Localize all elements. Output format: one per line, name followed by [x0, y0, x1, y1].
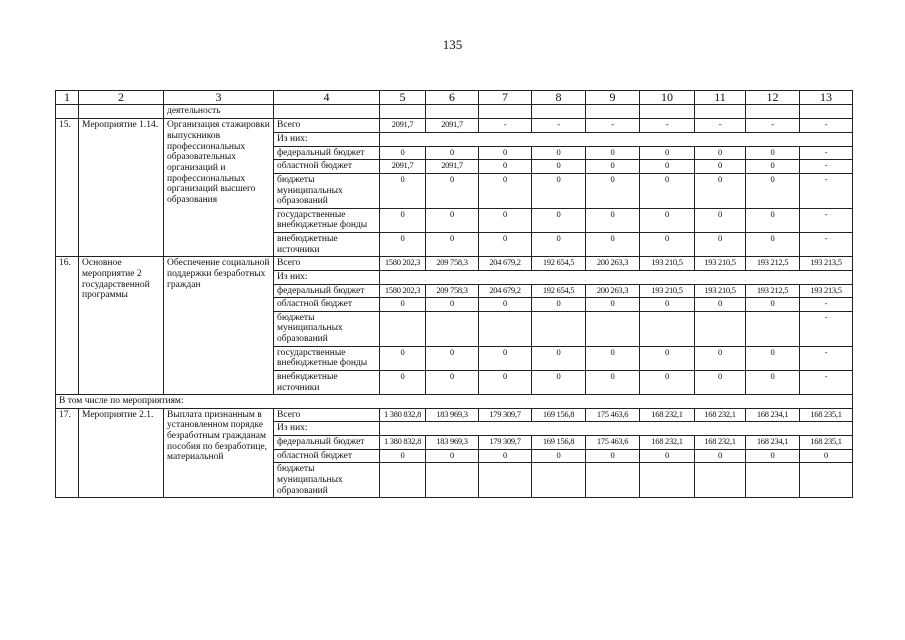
amount-cell: 0	[426, 146, 479, 160]
amount-cell: -	[800, 173, 853, 208]
amount-cell: 0	[380, 208, 426, 232]
amount-cell: 2091,7	[426, 119, 479, 133]
amount-cell: 175 463,6	[586, 408, 640, 422]
amount-cell: 0	[532, 370, 586, 394]
amount-cell: 168 234,1	[746, 408, 800, 422]
amount-cell	[746, 311, 800, 346]
amount-cell: 0	[640, 160, 695, 174]
amount-cell: 1 380 832,8	[380, 436, 426, 450]
amount-cell: -	[800, 370, 853, 394]
amount-cell	[746, 463, 800, 498]
funding-source: внебюджетные источники	[274, 233, 380, 257]
budget-table	[55, 90, 853, 498]
amount-cell: 0	[746, 346, 800, 370]
table-row	[56, 408, 853, 422]
amount-cell: 0	[640, 173, 695, 208]
amount-cell: 0	[586, 173, 640, 208]
amount-cell: 193 210,5	[640, 284, 695, 298]
amount-cell: 0	[800, 449, 853, 463]
amount-cell: 168 235,1	[800, 408, 853, 422]
column-number: 8	[532, 91, 586, 105]
amount-cell: 168 235,1	[800, 436, 853, 450]
continuation-row	[56, 105, 853, 119]
amount-cell: 0	[640, 233, 695, 257]
column-number: 1	[56, 91, 79, 105]
amount-cell: 0	[479, 298, 532, 312]
funding-source: внебюджетные источники	[274, 370, 380, 394]
amount-cell: 2091,7	[380, 160, 426, 174]
funding-source: государственные внебюджетные фонды	[274, 346, 380, 370]
row-number: 16.	[56, 257, 79, 395]
amount-cell: 0	[695, 346, 746, 370]
continuation-text: деятельность	[164, 105, 274, 119]
amount-cell: 0	[586, 298, 640, 312]
column-number: 12	[746, 91, 800, 105]
column-number: 2	[79, 91, 164, 105]
amount-cell: 0	[746, 173, 800, 208]
amount-cell: 0	[532, 146, 586, 160]
amount-cell: 192 654,5	[532, 257, 586, 271]
amount-cell: 200 263,3	[586, 257, 640, 271]
amount-cell: 0	[479, 370, 532, 394]
amount-cell: 0	[532, 233, 586, 257]
amount-cell: 0	[426, 298, 479, 312]
event-description: Обеспечение социальной поддержки безработных граждан	[164, 257, 274, 395]
amount-cell: -	[800, 233, 853, 257]
amount-cell: -	[695, 119, 746, 133]
amount-cell: 0	[426, 346, 479, 370]
amount-cell: 0	[695, 160, 746, 174]
amount-cell: 168 232,1	[640, 408, 695, 422]
amount-cell: 0	[426, 370, 479, 394]
amount-cell: 183 969,3	[426, 408, 479, 422]
amount-cell	[695, 463, 746, 498]
amount-cell: 204 679,2	[479, 284, 532, 298]
amount-cell: 1 380 832,8	[380, 408, 426, 422]
column-number: 7	[479, 91, 532, 105]
amount-cell: 1580 202,3	[380, 284, 426, 298]
amount-cell	[479, 311, 532, 346]
event-name: Мероприятие 2.1.	[79, 408, 164, 497]
amount-cell: 0	[479, 173, 532, 208]
amount-cell: 0	[695, 146, 746, 160]
amount-cell	[640, 463, 695, 498]
amount-cell: -	[479, 119, 532, 133]
amount-cell: -	[532, 119, 586, 133]
amount-cell: 193 213,5	[800, 257, 853, 271]
page-number: 135	[442, 37, 463, 52]
row-number: 17.	[56, 408, 79, 497]
amount-cell: 0	[746, 370, 800, 394]
amount-cell: 0	[586, 233, 640, 257]
funding-source: бюджеты муниципальных образований	[274, 311, 380, 346]
amount-cell: 0	[746, 233, 800, 257]
amount-cell: 175 463,6	[586, 436, 640, 450]
amount-cell: 0	[532, 208, 586, 232]
amount-cell: 0	[695, 298, 746, 312]
funding-source: Из них:	[274, 270, 380, 284]
amount-cell	[800, 463, 853, 498]
funding-source: Всего	[274, 257, 380, 271]
amount-cell: 0	[746, 160, 800, 174]
amount-cell: 169 156,8	[532, 436, 586, 450]
amount-cell: 193 210,5	[640, 257, 695, 271]
amount-cell: -	[800, 146, 853, 160]
amount-cell: 0	[426, 208, 479, 232]
amount-cell: -	[800, 160, 853, 174]
funding-source: федеральный бюджет	[274, 146, 380, 160]
amount-cell: 0	[479, 449, 532, 463]
amount-cell: 168 232,1	[640, 436, 695, 450]
funding-source: Из них:	[274, 422, 380, 436]
amount-cell: 193 213,5	[800, 284, 853, 298]
amount-cell: 179 309,7	[479, 436, 532, 450]
amount-cell: 0	[380, 146, 426, 160]
amount-cell	[479, 463, 532, 498]
section-label: В том числе по мероприятиям:	[56, 395, 853, 409]
amount-cell: 0	[640, 370, 695, 394]
amount-cell: 0	[586, 160, 640, 174]
column-number: 13	[800, 91, 853, 105]
amount-cell: 0	[746, 208, 800, 232]
event-name: Основное мероприятие 2 государственной программы	[79, 257, 164, 395]
amount-cell: 0	[640, 346, 695, 370]
amount-cell: 192 654,5	[532, 284, 586, 298]
amount-cell: 0	[640, 146, 695, 160]
amount-cell: 0	[479, 233, 532, 257]
funding-source: Из них:	[274, 133, 380, 147]
amount-cell: 168 232,1	[695, 408, 746, 422]
amount-cell: 0	[532, 298, 586, 312]
amount-cell	[640, 311, 695, 346]
amount-cell: -	[800, 346, 853, 370]
amount-cell: 193 210,5	[695, 284, 746, 298]
amount-cell: 0	[380, 370, 426, 394]
amount-cell: 0	[479, 146, 532, 160]
amount-cell: 0	[426, 173, 479, 208]
amount-cell: 0	[380, 449, 426, 463]
column-number: 6	[426, 91, 479, 105]
amount-cell: 0	[695, 208, 746, 232]
amount-cell: 0	[532, 346, 586, 370]
amount-cell: 0	[479, 208, 532, 232]
amount-cell	[532, 463, 586, 498]
amount-cell: 0	[640, 208, 695, 232]
amount-cell: 2091,7	[380, 119, 426, 133]
funding-source: федеральный бюджет	[274, 436, 380, 450]
amount-cell: 0	[586, 146, 640, 160]
amount-cell: 0	[640, 449, 695, 463]
funding-source: областной бюджет	[274, 449, 380, 463]
amount-cell: 179 309,7	[479, 408, 532, 422]
funding-source: областной бюджет	[274, 160, 380, 174]
table-row	[56, 119, 853, 133]
amount-cell: 169 156,8	[532, 408, 586, 422]
amount-cell: 2091,7	[426, 160, 479, 174]
funding-source: областной бюджет	[274, 298, 380, 312]
amount-cell: 200 263,3	[586, 284, 640, 298]
amount-cell	[380, 463, 426, 498]
funding-source: бюджеты муниципальных образований	[274, 463, 380, 498]
amount-cell: 0	[695, 449, 746, 463]
amount-cell: 209 758,3	[426, 284, 479, 298]
amount-cell: 0	[586, 370, 640, 394]
column-number-row	[56, 91, 853, 105]
amount-cell: 0	[640, 298, 695, 312]
amount-cell	[380, 311, 426, 346]
amount-cell	[586, 463, 640, 498]
amount-cell: 0	[586, 208, 640, 232]
amount-cell: 209 758,3	[426, 257, 479, 271]
amount-cell: 0	[532, 173, 586, 208]
column-number: 5	[380, 91, 426, 105]
amount-cell: -	[586, 119, 640, 133]
amount-cell: 0	[479, 346, 532, 370]
column-number: 9	[586, 91, 640, 105]
amount-cell: 0	[426, 449, 479, 463]
amount-cell: 0	[695, 233, 746, 257]
amount-cell: 0	[746, 298, 800, 312]
column-number: 3	[164, 91, 274, 105]
amount-cell: -	[800, 298, 853, 312]
amount-cell: 0	[695, 173, 746, 208]
funding-source: Всего	[274, 119, 380, 133]
amount-cell: -	[800, 119, 853, 133]
column-number: 4	[274, 91, 380, 105]
event-name: Мероприятие 1.14.	[79, 119, 164, 257]
row-number: 15.	[56, 119, 79, 257]
amount-cell: 0	[532, 449, 586, 463]
table-row	[56, 257, 853, 271]
amount-cell: -	[640, 119, 695, 133]
amount-cell	[586, 311, 640, 346]
amount-cell: 0	[380, 173, 426, 208]
amount-cell: 0	[746, 146, 800, 160]
amount-cell	[532, 311, 586, 346]
amount-cell: 0	[380, 233, 426, 257]
amount-cell: 0	[746, 449, 800, 463]
funding-source: государственные внебюджетные фонды	[274, 208, 380, 232]
amount-cell: 0	[380, 346, 426, 370]
amount-cell: 0	[380, 298, 426, 312]
amount-cell	[695, 311, 746, 346]
amount-cell: 0	[586, 449, 640, 463]
amount-cell: 168 234,1	[746, 436, 800, 450]
amount-cell: -	[800, 311, 853, 346]
amount-cell: 0	[479, 160, 532, 174]
amount-cell: 168 232,1	[695, 436, 746, 450]
column-number: 11	[695, 91, 746, 105]
amount-cell: 0	[695, 370, 746, 394]
funding-source: Всего	[274, 408, 380, 422]
amount-cell	[426, 311, 479, 346]
amount-cell: 204 679,2	[479, 257, 532, 271]
amount-cell: 0	[586, 346, 640, 370]
amount-cell: -	[800, 208, 853, 232]
amount-cell	[426, 463, 479, 498]
amount-cell: 0	[426, 233, 479, 257]
amount-cell: 193 212,5	[746, 284, 800, 298]
section-label-row	[56, 395, 853, 409]
amount-cell: 193 212,5	[746, 257, 800, 271]
amount-cell: 183 969,3	[426, 436, 479, 450]
amount-cell: 193 210,5	[695, 257, 746, 271]
column-number: 10	[640, 91, 695, 105]
event-description: Выплата признанным в установленном порядке безработным гражданам пособия по безработице, материальной	[164, 408, 274, 497]
event-description: Организация стажировки выпускников профессиональных образовательных организаций и профессиональных организаций высшего образования	[164, 119, 274, 257]
amount-cell: -	[746, 119, 800, 133]
amount-cell: 0	[532, 160, 586, 174]
funding-source: федеральный бюджет	[274, 284, 380, 298]
funding-source: бюджеты муниципальных образований	[274, 173, 380, 208]
amount-cell: 1580 202,3	[380, 257, 426, 271]
